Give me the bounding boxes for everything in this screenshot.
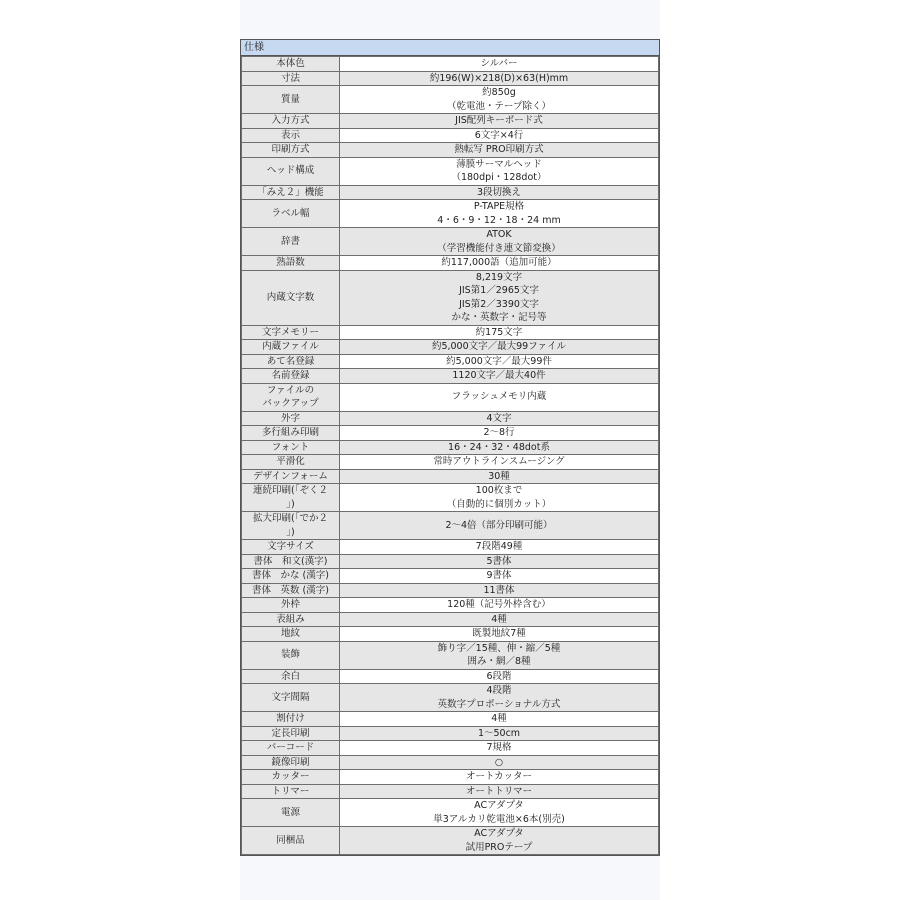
spec-value: 常時アウトラインスムージング [340, 455, 659, 470]
spec-label: 同梱品 [242, 827, 340, 855]
table-row [242, 128, 659, 143]
table-row [242, 726, 659, 741]
table-row [242, 741, 659, 756]
table-row [242, 71, 659, 86]
spec-value: 約175文字 [340, 325, 659, 340]
table-row [242, 57, 659, 72]
spec-value: 4種 [340, 612, 659, 627]
spec-value: P-TAPE規格 4・6・9・12・18・24 mm [340, 200, 659, 228]
table-row [242, 784, 659, 799]
table-row [242, 383, 659, 411]
spec-rows [241, 56, 659, 855]
table-row [242, 612, 659, 627]
table-row [242, 185, 659, 200]
table-row [242, 157, 659, 185]
spec-label: 入力方式 [242, 114, 340, 129]
table-row [242, 354, 659, 369]
spec-value: JIS配列キーボード式 [340, 114, 659, 129]
spec-value: 120種（記号外枠含む） [340, 598, 659, 613]
spec-value: 11書体 [340, 583, 659, 598]
spec-value: フラッシュメモリ内蔵 [340, 383, 659, 411]
table-row [242, 426, 659, 441]
spec-label: 装飾 [242, 641, 340, 669]
spec-value: ACアダプタ 試用PROテープ [340, 827, 659, 855]
spec-value: 5書体 [340, 554, 659, 569]
spec-value: 7規格 [340, 741, 659, 756]
table-row [242, 340, 659, 355]
spec-value: 既製地紋7種 [340, 627, 659, 642]
table-row [242, 583, 659, 598]
spec-value: 3段切換え [340, 185, 659, 200]
table-row [242, 627, 659, 642]
spec-value: オートトリマー [340, 784, 659, 799]
spec-value: 約196(W)×218(D)×63(H)mm [340, 71, 659, 86]
spec-label: 連続印刷(「ぞく２ 」) [242, 484, 340, 512]
spec-label: 外枠 [242, 598, 340, 613]
spec-label: ファイルの バックアップ [242, 383, 340, 411]
spec-value: 30種 [340, 469, 659, 484]
table-row [242, 143, 659, 158]
spec-value: ACアダプタ 単3アルカリ乾電池×6本(別売) [340, 799, 659, 827]
spec-label: 「みえ２」機能 [242, 185, 340, 200]
spec-value: 4段階 英数字プロポーショナル方式 [340, 684, 659, 712]
spec-label: バーコード [242, 741, 340, 756]
spec-label: 書体 かな (漢字) [242, 569, 340, 584]
spec-label: 多行組み印刷 [242, 426, 340, 441]
spec-label: 鏡像印刷 [242, 755, 340, 770]
spec-value: 薄膜サーマルヘッド （180dpi・128dot） [340, 157, 659, 185]
spec-label: 印刷方式 [242, 143, 340, 158]
spec-table [240, 39, 660, 856]
spec-label: 質量 [242, 86, 340, 114]
table-row [242, 569, 659, 584]
spec-value: 約117,000語（追加可能） [340, 256, 659, 271]
table-title: 仕様 [241, 40, 659, 56]
spec-label: 割付け [242, 712, 340, 727]
spec-value: 4文字 [340, 411, 659, 426]
table-row [242, 270, 659, 325]
table-row [242, 325, 659, 340]
table-row [242, 484, 659, 512]
spec-value: 16・24・32・48dot系 [340, 440, 659, 455]
spec-value: 1～50cm [340, 726, 659, 741]
table-row [242, 712, 659, 727]
table-row [242, 827, 659, 855]
spec-label: 本体色 [242, 57, 340, 72]
spec-label: フォント [242, 440, 340, 455]
spec-label: 余白 [242, 669, 340, 684]
spec-label: 拡大印刷(「でか２ 」) [242, 512, 340, 540]
table-row [242, 799, 659, 827]
spec-value: 2～4倍（部分印刷可能） [340, 512, 659, 540]
table-row [242, 200, 659, 228]
table-row [242, 540, 659, 555]
spec-value: シルバー [340, 57, 659, 72]
spec-label: ラベル幅 [242, 200, 340, 228]
table-row [242, 598, 659, 613]
spec-label: カッター [242, 770, 340, 785]
table-row [242, 228, 659, 256]
spec-value: オートカッター [340, 770, 659, 785]
spec-label: 定長印刷 [242, 726, 340, 741]
spec-label: デザインフォーム [242, 469, 340, 484]
spec-label: 平滑化 [242, 455, 340, 470]
spec-label: 文字メモリー [242, 325, 340, 340]
spec-label: 地紋 [242, 627, 340, 642]
spec-value: 8,219文字 JIS第1／2965文字 JIS第2／3390文字 かな・英数字・記号等 [340, 270, 659, 325]
spec-label: 書体 英数 (漢字) [242, 583, 340, 598]
spec-value: 9書体 [340, 569, 659, 584]
table-row [242, 411, 659, 426]
spec-value: 6文字×4行 [340, 128, 659, 143]
spec-label: 内蔵文字数 [242, 270, 340, 325]
spec-label: 表組み [242, 612, 340, 627]
spec-value: 7段階49種 [340, 540, 659, 555]
spec-label: 熟語数 [242, 256, 340, 271]
table-row [242, 512, 659, 540]
spec-value: ATOK （学習機能付き連文節変換） [340, 228, 659, 256]
spec-label: 表示 [242, 128, 340, 143]
spec-label: 文字間隔 [242, 684, 340, 712]
spec-value: 熱転写 PRO印刷方式 [340, 143, 659, 158]
table-row [242, 455, 659, 470]
spec-value: 約5,000文字／最大99ファイル [340, 340, 659, 355]
spec-label: あて名登録 [242, 354, 340, 369]
table-row [242, 641, 659, 669]
spec-value: 飾り字／15種、伸・縮／5種 囲み・網／8種 [340, 641, 659, 669]
spec-label: 書体 和文(漢字) [242, 554, 340, 569]
spec-label: 文字サイズ [242, 540, 340, 555]
table-row [242, 86, 659, 114]
spec-value: 100枚まで （自動的に個別カット） [340, 484, 659, 512]
spec-label: 内蔵ファイル [242, 340, 340, 355]
spec-label: ヘッド構成 [242, 157, 340, 185]
spec-value: 1120文字／最大40件 [340, 369, 659, 384]
table-row [242, 770, 659, 785]
spec-label: 寸法 [242, 71, 340, 86]
spec-label: 外字 [242, 411, 340, 426]
spec-value: 約850g （乾電池・テープ除く） [340, 86, 659, 114]
table-row [242, 684, 659, 712]
table-row [242, 469, 659, 484]
table-row [242, 554, 659, 569]
table-row [242, 440, 659, 455]
spec-label: 名前登録 [242, 369, 340, 384]
spec-value: 約5,000文字／最大99件 [340, 354, 659, 369]
spec-label: 辞書 [242, 228, 340, 256]
table-row [242, 669, 659, 684]
spec-value: 2～8行 [340, 426, 659, 441]
spec-value: ○ [340, 755, 659, 770]
spec-label: 電源 [242, 799, 340, 827]
spec-value: 4種 [340, 712, 659, 727]
table-row [242, 256, 659, 271]
table-row [242, 755, 659, 770]
spec-value: 6段階 [340, 669, 659, 684]
table-row [242, 369, 659, 384]
table-row [242, 114, 659, 129]
spec-label: トリマー [242, 784, 340, 799]
